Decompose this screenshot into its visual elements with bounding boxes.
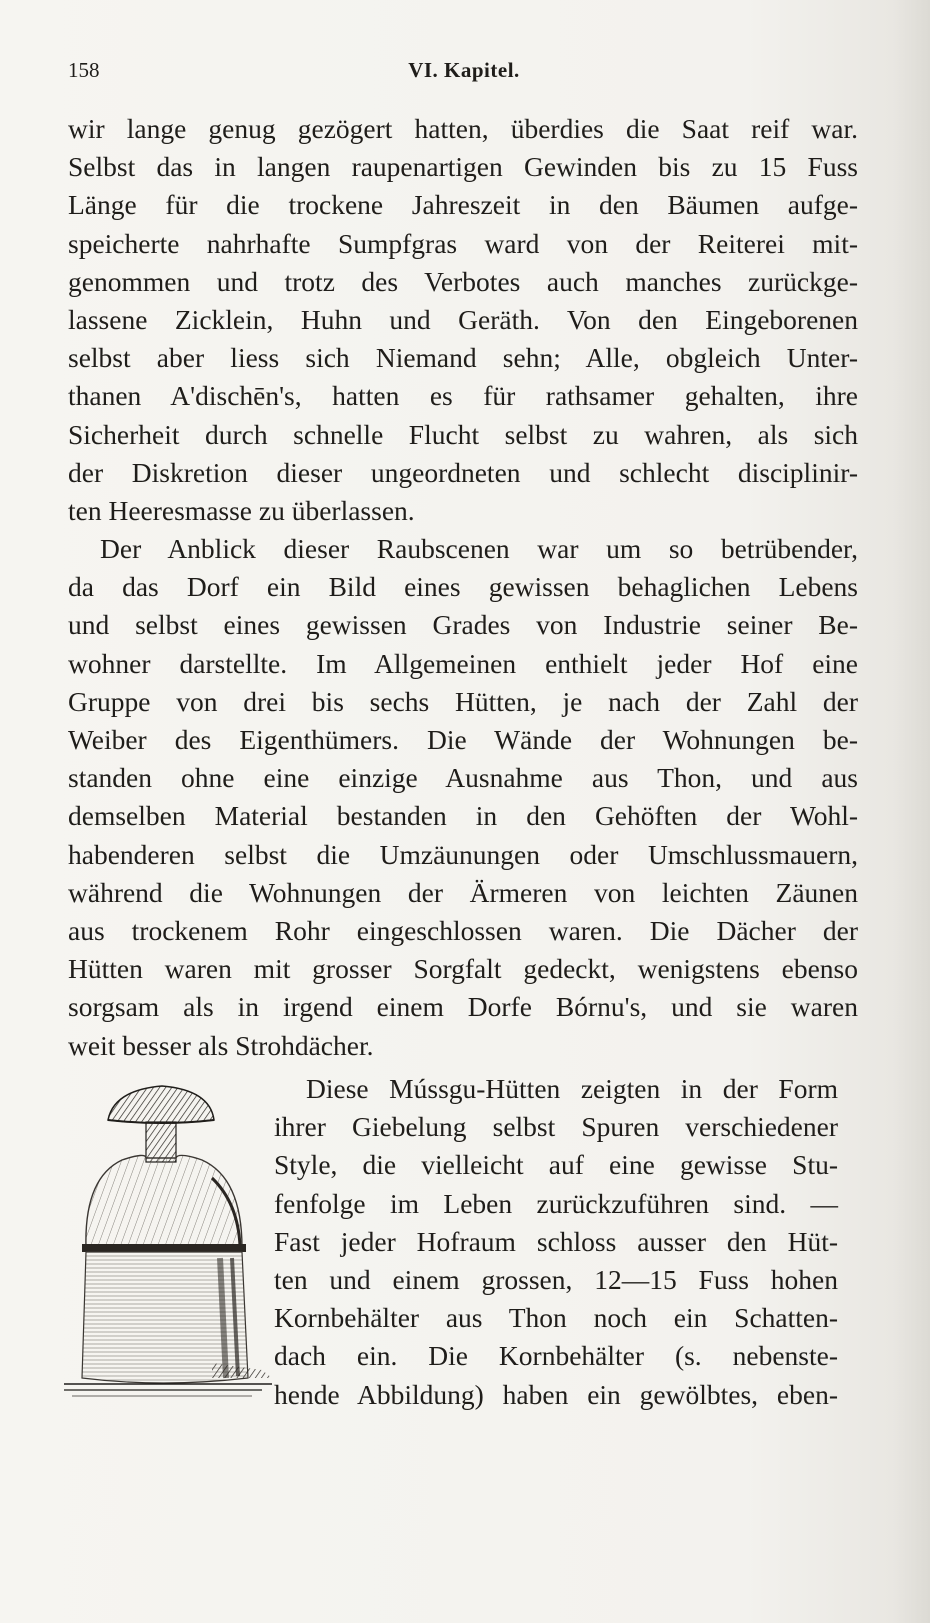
text-line: hende Abbildung) haben ein gewölbtes, eben-: [274, 1378, 838, 1410]
page-number: 158: [68, 58, 100, 82]
text-line: ihrer Giebelung selbst Spuren verschiedener: [274, 1111, 838, 1143]
running-head: [68, 58, 860, 88]
text-line: und selbst eines gewissen Grades von Industrie seiner Be-: [68, 609, 858, 641]
text-line: fenfolge im Leben zurückzuführen sind. —: [274, 1187, 838, 1219]
text-line: Länge für die trockene Jahreszeit in den Bäumen aufge-: [68, 189, 858, 221]
text-line: selbst aber liess sich Niemand sehn; Alle, obgleich Unter-: [68, 342, 858, 374]
text-line: ten Heeresmasse zu überlassen.: [68, 494, 415, 526]
text-line: Selbst das in langen raupenartigen Gewinden bis zu 15 Fuss: [68, 151, 858, 183]
paragraph-2: [68, 530, 858, 1065]
text-line: wir lange genug gezögert hatten, überdies die Saat reif war.: [68, 113, 858, 144]
granary-illustration-icon: [62, 1078, 276, 1418]
text-line: Sicherheit durch schnelle Flucht selbst zu wahren, als sich: [68, 418, 858, 450]
text-line: aus trockenem Rohr eingeschlossen waren. Die Dächer der: [68, 914, 858, 946]
text-line: Diese Mússgu-Hütten zeigten in der Form: [306, 1073, 838, 1104]
side-text: [274, 1070, 838, 1414]
text-line: Gruppe von drei bis sechs Hütten, je nach der Zahl der: [68, 685, 858, 717]
text-line: weit besser als Strohdächer.: [68, 1029, 374, 1061]
text-line: Hütten waren mit grosser Sorgfalt gedeckt, wenigstens ebenso: [68, 953, 858, 985]
text-line: standen ohne eine einzige Ausnahme aus Thon, und aus: [68, 762, 858, 794]
text-line: Der Anblick dieser Raubscenen war um so betrübender,: [100, 533, 858, 565]
text-line: genommen und trotz des Verbotes auch manches zurückge-: [68, 265, 858, 297]
paragraph-3: [274, 1070, 838, 1414]
text-line: ten und einem grossen, 12—15 Fuss hohen: [274, 1263, 838, 1295]
text-line: Kornbehälter aus Thon noch ein Schatten-: [274, 1302, 838, 1334]
text-line: thanen A'dischēn's, hatten es für rathsamer gehalten, ihre: [68, 380, 858, 412]
text-line: habenderen selbst die Umzäunungen oder Umschlussmauern,: [68, 838, 858, 870]
granary-illustration: [62, 1078, 276, 1418]
chapter-title: VI. Kapitel.: [408, 58, 520, 82]
text-line: Style, die vielleicht auf eine gewisse Stu-: [274, 1149, 838, 1181]
text-line: wohner darstellte. Im Allgemeinen enthielt jeder Hof eine: [68, 647, 858, 679]
text-line: sorgsam als in irgend einem Dorfe Bórnu's, und sie waren: [68, 991, 858, 1023]
text-line: speicherte nahrhafte Sumpfgras ward von der Reiterei mit-: [68, 227, 858, 259]
text-line: der Diskretion dieser ungeordneten und schlecht disciplinir-: [68, 456, 858, 488]
text-line: da das Dorf ein Bild eines gewissen behaglichen Lebens: [68, 571, 858, 603]
text-line: Weiber des Eigenthümers. Die Wände der Wohnungen be-: [68, 724, 858, 755]
text-line: Fast jeder Hofraum schloss ausser den Hüt-: [274, 1225, 838, 1257]
paragraph-1: [68, 110, 858, 530]
text-line: lassene Zicklein, Huhn und Geräth. Von den Eingeborenen: [68, 303, 858, 335]
text-line: während die Wohnungen der Ärmeren von leichten Zäunen: [68, 876, 858, 908]
text-line: demselben Material bestanden in den Gehöften der Wohl-: [68, 800, 858, 832]
text-line: dach ein. Die Kornbehälter (s. nebenste-: [274, 1340, 838, 1372]
main-text: [68, 110, 858, 1065]
